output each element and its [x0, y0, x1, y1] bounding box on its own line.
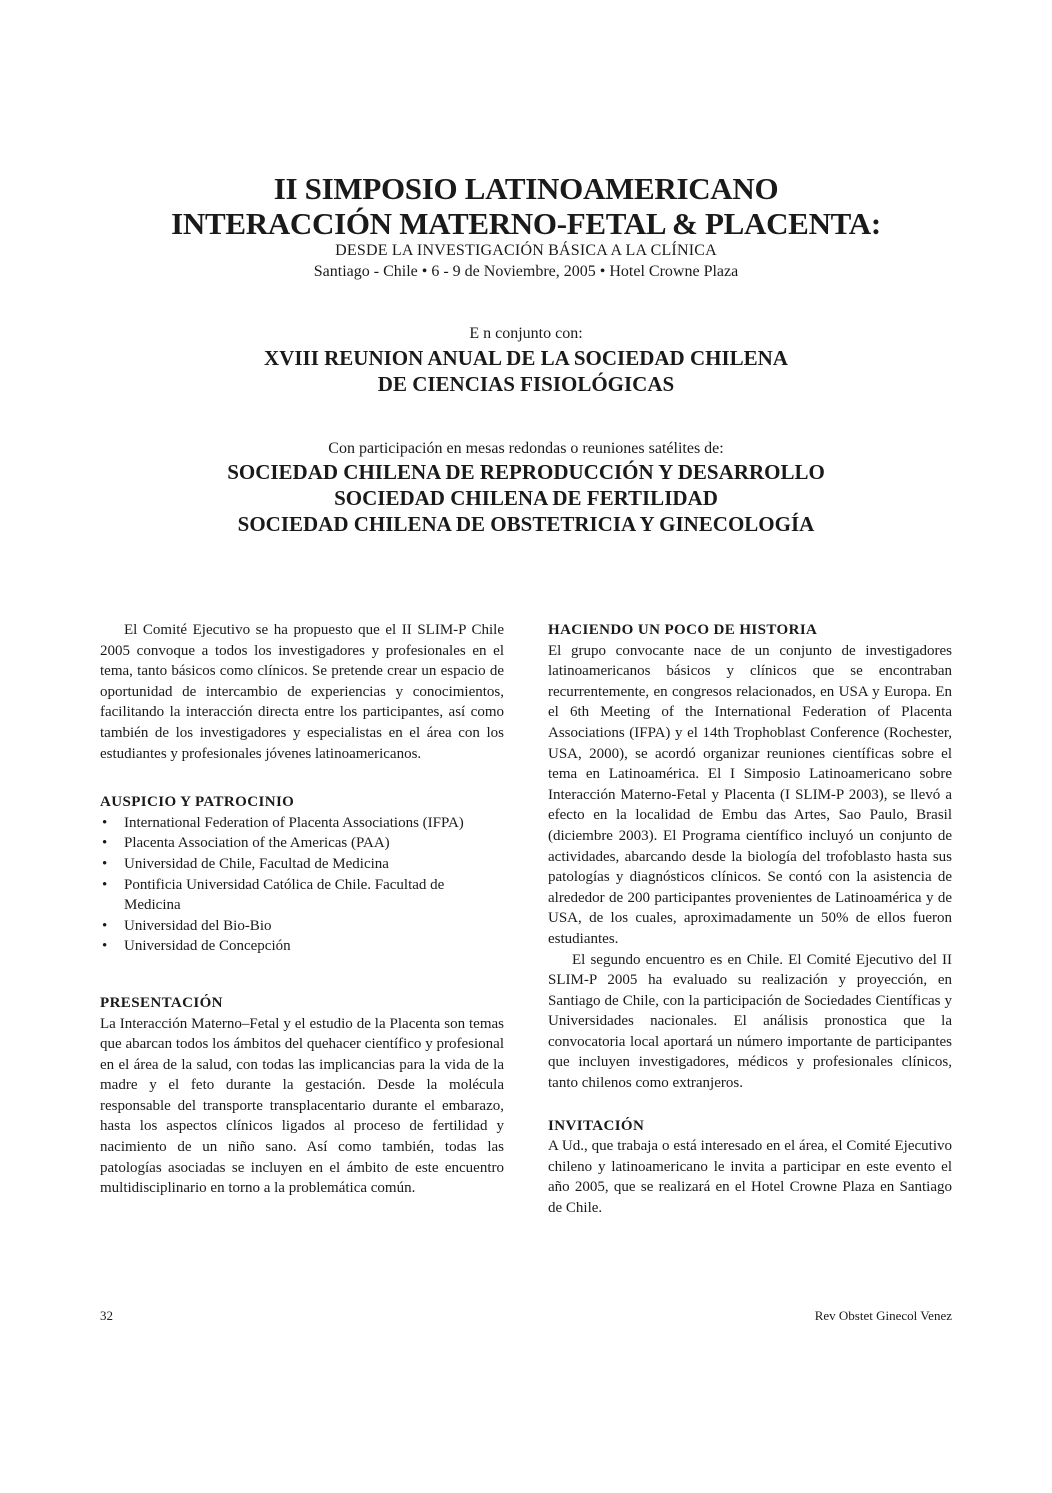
sponsor-heading: AUSPICIO Y PATROCINIO [100, 794, 295, 811]
presentation-paragraph: La Interacción Materno–Fetal y el estudio de la Placenta son temas que abarcan todos los ámbitos del quehacer científico y profesional en el área de la salud, con todas las implicancias para la vida de la madre y el feto durante la gestación. Desde la molécula responsable del transporte transplacentario durante el embarazo, hasta los aspectos clínicos ligados al proceso de fertilidad y nacimiento de un niño sano. Así como también, todas las patologías asociadas se incluyen en el ámbito de este encuentro multidisciplinario en torno a la problemática común. [100, 1015, 504, 1197]
list-item: • International Federation of Placenta Associations (IFPA) [100, 813, 504, 834]
history-heading: HACIENDO UN POCO DE HISTORIA [548, 622, 818, 638]
title-line-1: II SIMPOSIO LATINOAMERICANO [273, 171, 779, 206]
list-item: • Universidad del Bio-Bio [100, 916, 504, 937]
invitation-heading: INVITACIÓN [548, 1117, 645, 1134]
subtitle: DESDE LA INVESTIGACIÓN BÁSICA A LA CLÍNICA [335, 242, 717, 259]
society-obstetricia: SOCIEDAD CHILENA DE OBSTETRICIA Y GINECOLOGÍA [237, 512, 815, 536]
list-item: • Placenta Association of the Americas (PAA) [100, 833, 504, 854]
venue-line: Santiago - Chile • 6 - 9 de Noviembre, 2005 • Hotel Crowne Plaza [313, 263, 739, 280]
history-paragraph-2: El segundo encuentro es en Chile. El Comité Ejecutivo del II SLIM-P 2005 ha evaluado su realización y proyección, en Santiago de Chile, con la participación de Sociedades Científicas y Universidades nacionales. El análisis pronostica que la convocatoria local aportará un número importante de participantes que incluyen investigadores, médicos y profesionales clínicos, tanto chilenos como extranjeros. [548, 951, 952, 1092]
joint-intro: E n conjunto con: [469, 325, 583, 342]
title-line-2: INTERACCIÓN MATERNO-FETAL & PLACENTA: [171, 206, 881, 241]
joint-line-2: DE CIENCIAS FISIOLÓGICAS [377, 372, 675, 396]
participation-intro: Con participación en mesas redondas o reuniones satélites de: [328, 440, 724, 457]
list-item: • Pontificia Universidad Católica de Chile. Facultad de Medicina [100, 875, 504, 916]
page-number: 32 [100, 1308, 113, 1323]
sponsor-list [100, 813, 504, 957]
presentation-heading: PRESENTACIÓN [100, 994, 223, 1011]
history-paragraph-1: El grupo convocante nace de un conjunto de investigadores latinoamericanos básicos y clínicos que se encontraban recurrentemente, en congresos relacionados, en USA y Europa. En el 6th Meeting of the International Federation of Placenta Associations (IFPA) y el 14th Trophoblast Conference (Rochester, USA, 2000), se acordó organizar reuniones científicas sobre el tema en Latinoamérica. El I Simposio Latinoamericano sobre Interacción Materno-Fetal y Placenta (I SLIM-P 2003), se llevó a efecto en la localidad de Embu das Artes, Sao Paulo, Brasil (diciembre 2003). El Programa científico incluyó un conjunto de actividades, abarcando desde la biología del trofoblasto hasta sus patologías y diagnósticos clínicos. Se contó con la asistencia de alrededor de 200 participantes provenientes de Latinoamérica y de USA, de los cuales, aproximadamente un 50% de ellos fueron estudiantes. [548, 642, 952, 947]
intro-paragraph: El Comité Ejecutivo se ha propuesto que el II SLIM-P Chile 2005 convoque a todos los investigadores y profesionales en el tema, tanto básicos como clínicos. Se pretende crear un espacio de oportunidad de intercambio de experiencias y conocimientos, facilitando la interacción directa entre los participantes, así como también de los investigadores y especialistas en el área con los estudiantes y profesionales jóvenes latinoamericanos. [100, 622, 504, 762]
list-item: • Universidad de Chile, Facultad de Medicina [100, 854, 504, 875]
invitation-paragraph: A Ud., que trabaja o está interesado en el área, el Comité Ejecutivo chileno y latinoamericano le invita a participar en este evento el año 2005, que se realizará en el Hotel Crowne Plaza en Santiago de Chile. [548, 1138, 952, 1217]
society-fertilidad: SOCIEDAD CHILENA DE FERTILIDAD [334, 486, 718, 510]
journal-name: Rev Obstet Ginecol Venez [814, 1308, 952, 1323]
joint-line-1: XVIII REUNION ANUAL DE LA SOCIEDAD CHILENA [264, 346, 788, 370]
list-item: • Universidad de Concepción [100, 936, 504, 957]
society-reproduccion: SOCIEDAD CHILENA DE REPRODUCCIÓN Y DESARROLLO [227, 460, 825, 484]
right-column [548, 620, 952, 1219]
left-column [100, 620, 504, 1199]
